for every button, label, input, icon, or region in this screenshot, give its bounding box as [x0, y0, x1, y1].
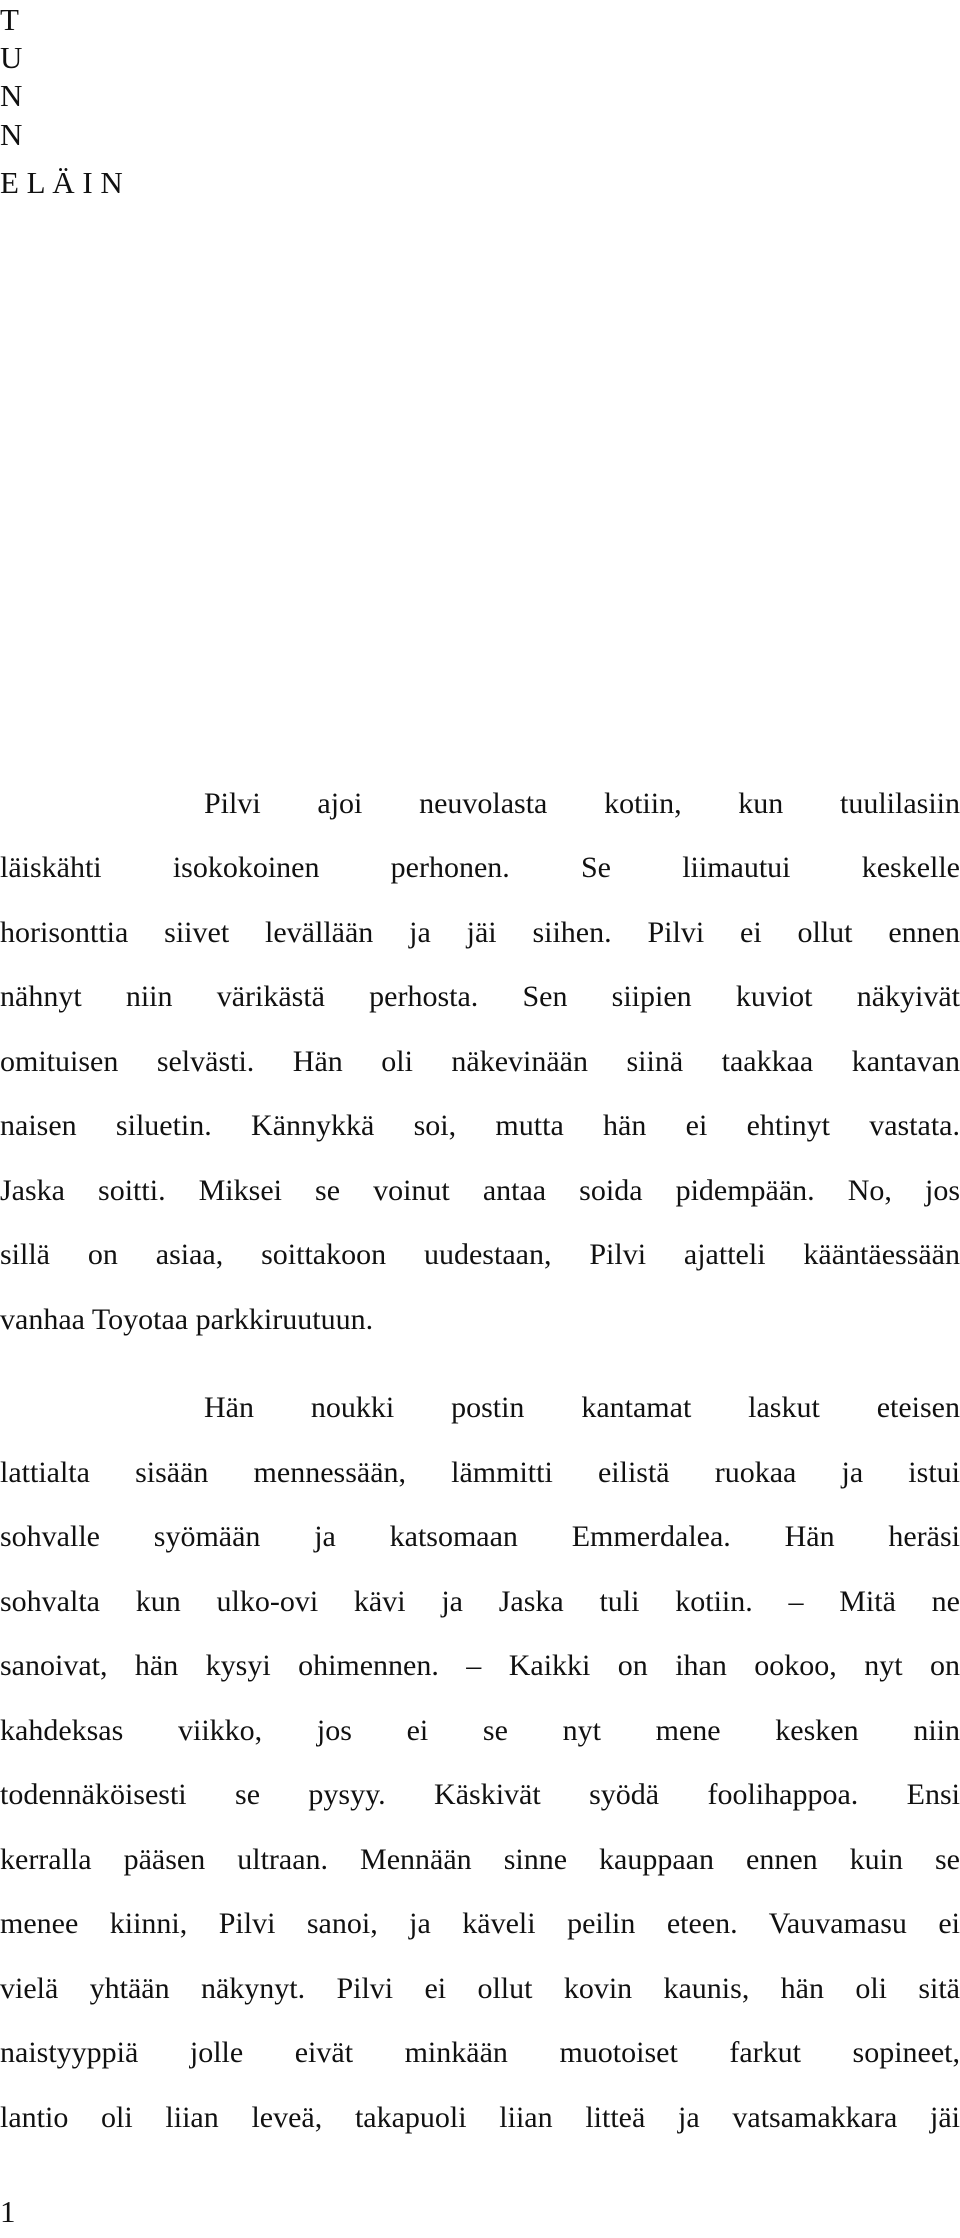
title-line-4: N [0, 117, 23, 152]
paragraph-1-line-9: vanhaa Toyotaa parkkiruutuun. [0, 1303, 374, 1336]
paragraph-2-line-7: todennäköisesti se pysyy. Käskivät syödä foolihappoa. Ensi [0, 1778, 960, 1811]
paragraph-1-line-3: horisonttia siivet levällään ja jäi siihen. Pilvi ei ollut ennen [0, 916, 960, 949]
paragraph-1-line-6: naisen siluetin. Kännykkä soi, mutta hän ei ehtinyt vastata. [0, 1109, 960, 1142]
title-line-2: U [0, 40, 23, 75]
paragraph-1-line-5: omituisen selvästi. Hän oli näkevinään siinä taakkaa kantavan [0, 1045, 960, 1078]
paragraph-2-line-2: lattialta sisään mennessään, lämmitti eilistä ruokaa ja istui [0, 1456, 960, 1489]
paragraph-2-line-3: sohvalle syömään ja katsomaan Emmerdalea. Hän heräsi [0, 1520, 960, 1553]
title-line-5: E L Ä I N [0, 165, 123, 200]
paragraph-1-line-2: läiskähti isokokoinen perhonen. Se liimautui keskelle [0, 851, 960, 884]
paragraph-2-line-11: naistyyppiä jolle eivät minkään muotoiset farkut sopineet, [0, 2036, 960, 2069]
page-number: 1 [0, 2194, 16, 2229]
paragraph-2-line-5: sanoivat, hän kysyi ohimennen. – Kaikki on ihan ookoo, nyt on [0, 1649, 960, 1682]
paragraph-2-line-6: kahdeksas viikko, jos ei se nyt mene kesken niin [0, 1714, 960, 1747]
paragraph-2-line-4: sohvalta kun ulko-ovi kävi ja Jaska tuli kotiin. – Mitä ne [0, 1585, 960, 1618]
paragraph-1-line-7: Jaska soitti. Miksei se voinut antaa soida pidempään. No, jos [0, 1174, 960, 1207]
title-line-3: N [0, 78, 23, 113]
paragraph-2-line-1: Hän noukki postin kantamat laskut eteisen [204, 1391, 960, 1424]
paragraph-2-line-12: lantio oli liian leveä, takapuoli liian litteä ja vatsamakkara jäi [0, 2101, 960, 2134]
paragraph-1-line-4: nähnyt niin värikästä perhosta. Sen siipien kuviot näkyivät [0, 980, 960, 1013]
paragraph-2-line-10: vielä yhtään näkynyt. Pilvi ei ollut kovin kaunis, hän oli sitä [0, 1972, 960, 2005]
paragraph-1-line-8: sillä on asiaa, soittakoon uudestaan, Pilvi ajatteli kääntäessään [0, 1238, 960, 1271]
title-line-1: T [0, 2, 19, 37]
paragraph-2-line-8: kerralla pääsen ultraan. Mennään sinne kauppaan ennen kuin se [0, 1843, 960, 1876]
paragraph-1-line-1: Pilvi ajoi neuvolasta kotiin, kun tuulilasiin [204, 787, 960, 820]
paragraph-2-line-9: menee kiinni, Pilvi sanoi, ja käveli peilin eteen. Vauvamasu ei [0, 1907, 960, 1940]
